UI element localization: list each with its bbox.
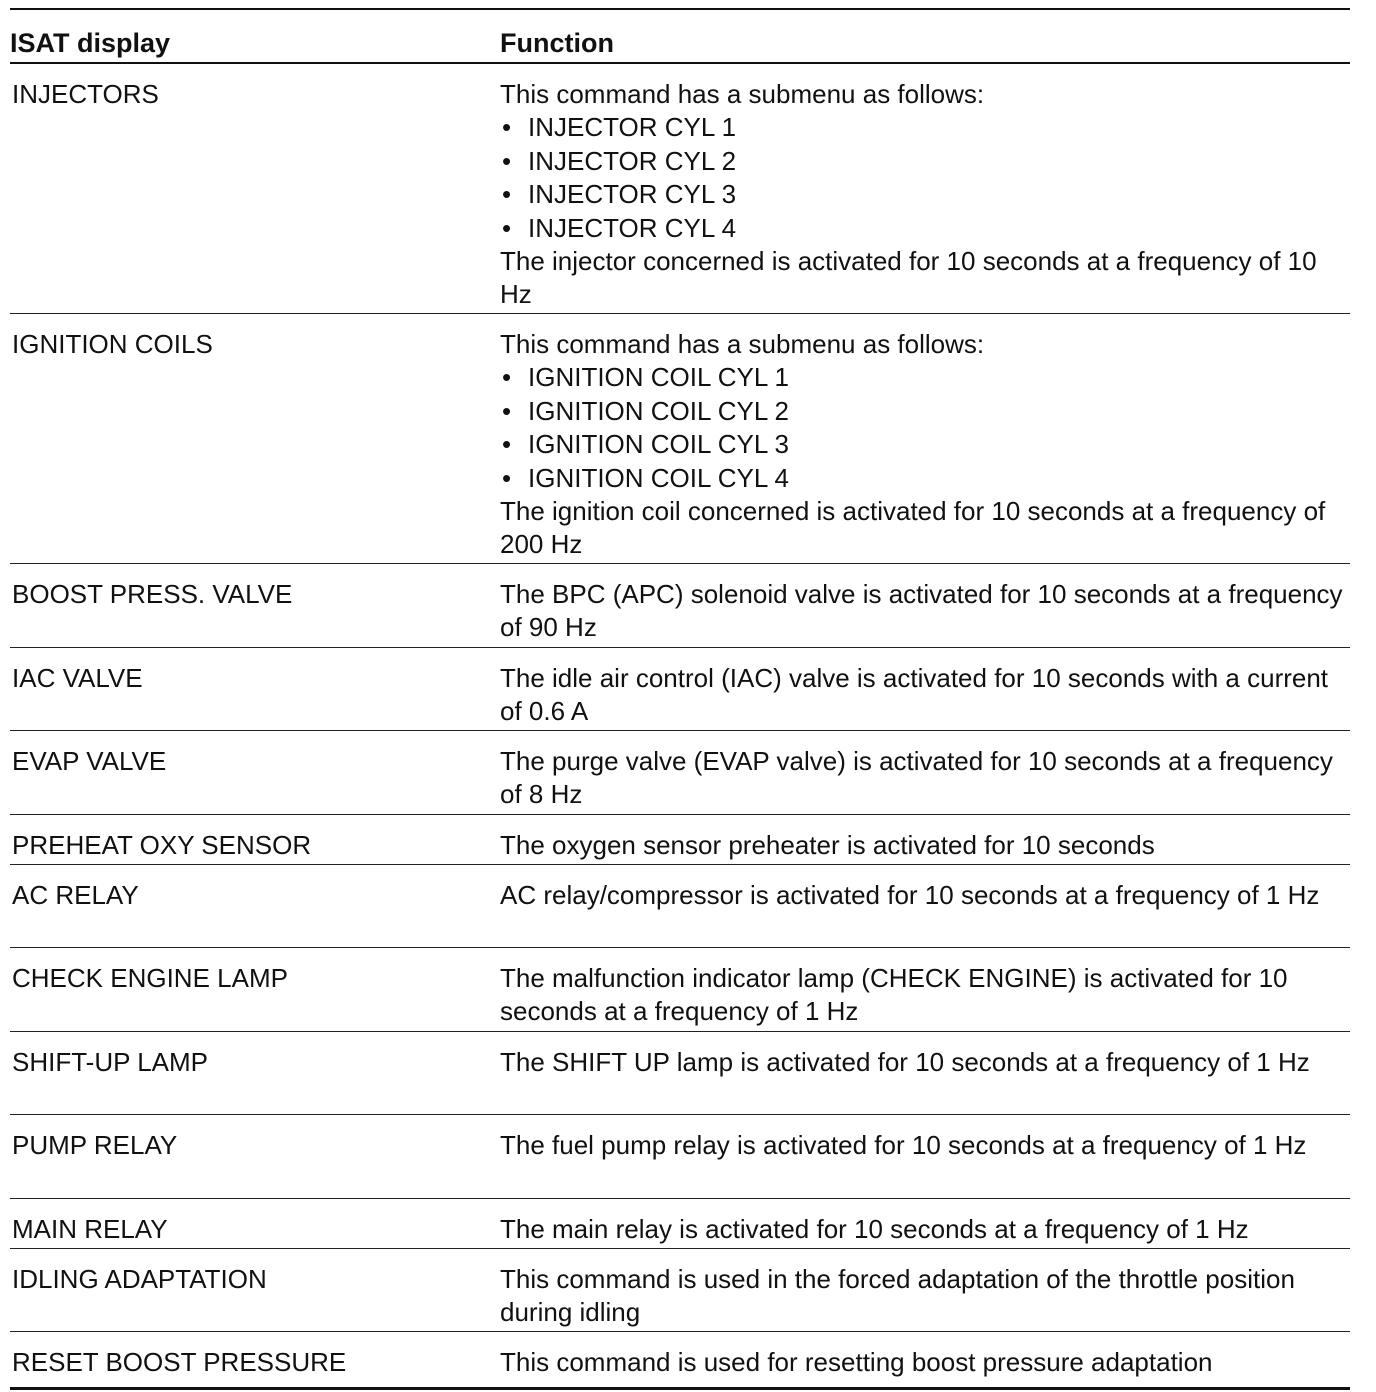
function-text: The ignition coil concerned is activated for 10 seconds at a frequency of 200 Hz xyxy=(500,496,1326,560)
submenu-item: • INJECTOR CYL 1 xyxy=(500,111,1350,144)
row-display: RESET BOOST PRESSURE xyxy=(12,1347,347,1377)
submenu-list xyxy=(500,361,1350,495)
row-function: The BPC (APC) solenoid valve is activated for 10 seconds at a frequency of 90 Hz xyxy=(500,579,1343,643)
submenu-item: • IGNITION COIL CYL 4 xyxy=(500,462,1350,495)
row-display: PUMP RELAY xyxy=(12,1130,178,1160)
row-display: IAC VALVE xyxy=(12,663,143,693)
table-row xyxy=(10,815,1350,865)
table-row xyxy=(10,865,1350,948)
submenu-item: • INJECTOR CYL 4 xyxy=(500,212,1350,245)
submenu-item: • IGNITION COIL CYL 3 xyxy=(500,428,1350,461)
header-function: Function xyxy=(500,28,614,58)
submenu-item: • IGNITION COIL CYL 1 xyxy=(500,361,1350,394)
row-function: The purge valve (EVAP valve) is activated for 10 seconds at a frequency of 8 Hz xyxy=(500,746,1333,810)
submenu-intro: This command has a submenu as follows: xyxy=(500,79,985,109)
table-row xyxy=(10,64,1350,314)
row-function: This command is used for resetting boost pressure adaptation xyxy=(500,1347,1213,1377)
row-display: IDLING ADAPTATION xyxy=(12,1264,267,1294)
isat-table xyxy=(10,8,1350,1390)
row-function: The fuel pump relay is activated for 10 seconds at a frequency of 1 Hz xyxy=(500,1130,1307,1160)
row-display: EVAP VALVE xyxy=(12,746,167,776)
submenu-list xyxy=(500,111,1350,245)
row-display: AC RELAY xyxy=(12,880,139,910)
submenu-intro: This command has a submenu as follows: xyxy=(500,329,985,359)
row-display: BOOST PRESS. VALVE xyxy=(12,579,293,609)
row-display: MAIN RELAY xyxy=(12,1214,168,1244)
row-function: The oxygen sensor preheater is activated for 10 seconds xyxy=(500,830,1155,860)
submenu-item: • IGNITION COIL CYL 2 xyxy=(500,395,1350,428)
table-row xyxy=(10,1332,1350,1387)
submenu-item: • INJECTOR CYL 2 xyxy=(500,145,1350,178)
header-isat-display: ISAT display xyxy=(10,28,171,58)
table-row xyxy=(10,731,1350,815)
table-row xyxy=(10,1199,1350,1249)
table-row xyxy=(10,1249,1350,1332)
function-text: The injector concerned is activated for 10 seconds at a frequency of 10 Hz xyxy=(500,246,1317,310)
row-function: The malfunction indicator lamp (CHECK ENGINE) is activated for 10 seconds at a frequency of 1 Hz xyxy=(500,963,1288,1027)
table-row xyxy=(10,564,1350,648)
row-function: AC relay/compressor is activated for 10 seconds at a frequency of 1 Hz xyxy=(500,880,1320,910)
row-function: This command is used in the forced adaptation of the throttle position during idling xyxy=(500,1264,1295,1328)
table-header xyxy=(10,10,1350,64)
table-row xyxy=(10,948,1350,1032)
row-display: SHIFT-UP LAMP xyxy=(12,1047,209,1077)
table-row xyxy=(10,648,1350,731)
row-function: The main relay is activated for 10 seconds at a frequency of 1 Hz xyxy=(500,1214,1249,1244)
table-row xyxy=(10,1115,1350,1199)
row-function: The idle air control (IAC) valve is activated for 10 seconds with a current of 0.6 A xyxy=(500,663,1329,727)
row-display: IGNITION COILS xyxy=(12,329,213,359)
row-display: PREHEAT OXY SENSOR xyxy=(12,830,312,860)
bottom-rule xyxy=(10,1387,1350,1390)
row-function xyxy=(500,328,1350,562)
submenu-item: • INJECTOR CYL 3 xyxy=(500,178,1350,211)
row-function xyxy=(500,78,1350,312)
table-row xyxy=(10,314,1350,564)
row-display: CHECK ENGINE LAMP xyxy=(12,963,288,993)
row-function: The SHIFT UP lamp is activated for 10 seconds at a frequency of 1 Hz xyxy=(500,1047,1310,1077)
table-row xyxy=(10,1032,1350,1115)
row-display: INJECTORS xyxy=(12,79,159,109)
